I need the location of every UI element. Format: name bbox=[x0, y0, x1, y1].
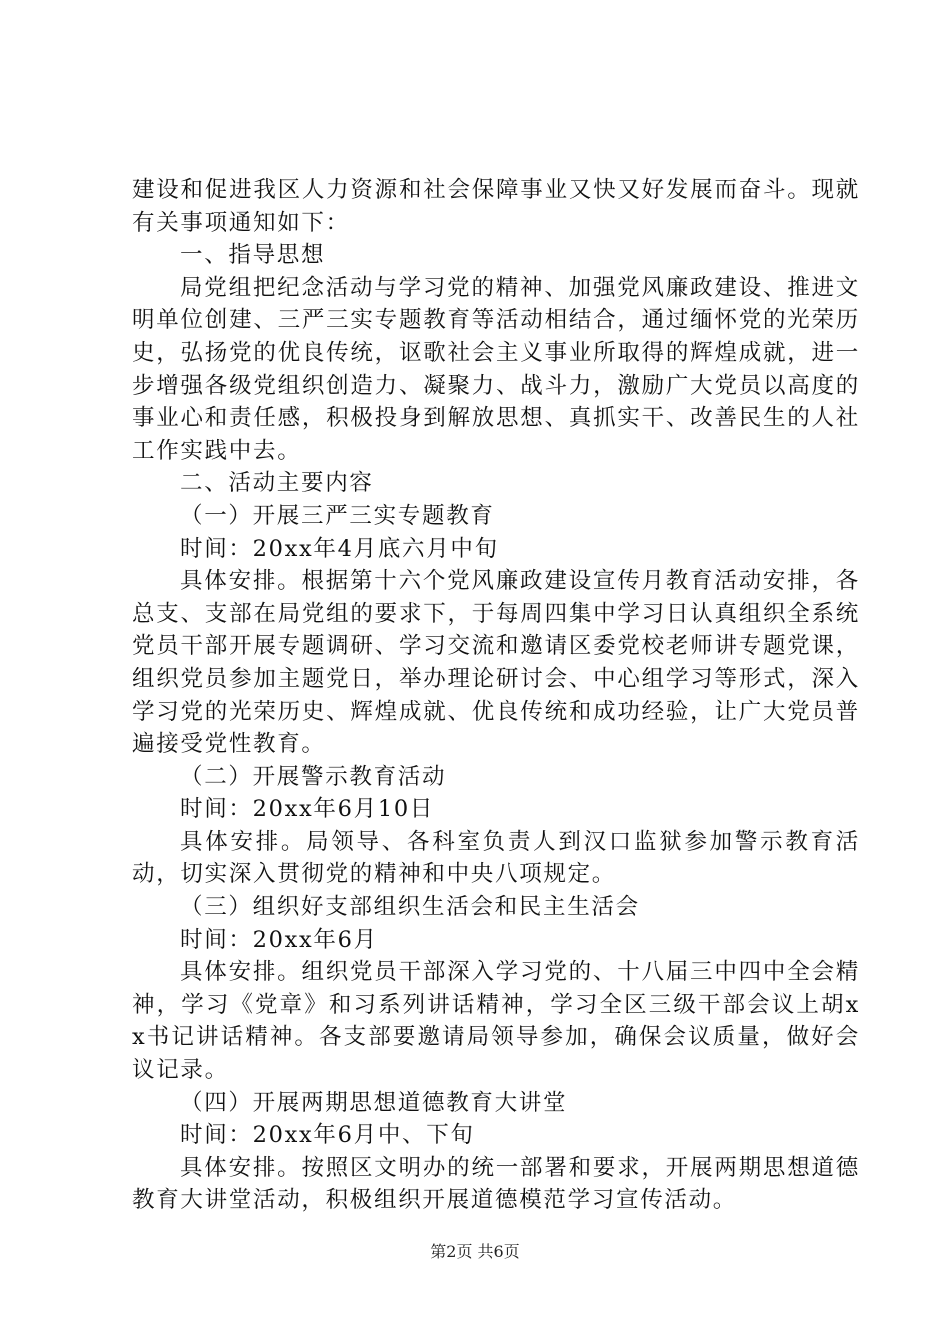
time-activity-3: 时间：20xx年6月 bbox=[180, 926, 378, 953]
time-activity-1: 时间：20xx年4月底六月中旬 bbox=[180, 535, 499, 562]
subheading-activity-4: （四）开展两期思想道德教育大讲堂 bbox=[180, 1089, 568, 1116]
time-activity-2: 时间：20xx年6月10日 bbox=[180, 796, 435, 823]
document-body bbox=[132, 174, 860, 1217]
subheading-activity-1: （一）开展三严三实专题教育 bbox=[180, 502, 495, 529]
page-number-footer: 第2页 共6页 bbox=[430, 1242, 520, 1261]
arrangement-activity-3: 具体安排。组织党员干部深入学习党的、十八届三中四中全会精神，学习《党章》和习系列讲话精神，学习全区三级干部会议上胡xx书记讲话精神。各支部要邀请局领导参加，确保会议质量，做好会议记录。 bbox=[132, 959, 860, 1084]
subheading-activity-2: （二）开展警示教育活动 bbox=[180, 763, 447, 790]
section-heading-guiding-thought: 一、指导思想 bbox=[180, 242, 326, 269]
time-activity-4: 时间：20xx年6月中、下旬 bbox=[180, 1122, 475, 1149]
arrangement-activity-1: 具体安排。根据第十六个党风廉政建设宣传月教育活动安排，各总支、支部在局党组的要求下，于每周四集中学习日认真组织全系统党员干部开展专题调研、学习交流和邀请区委党校老师讲专题党课，组织党员参加主题党日，举办理论研讨会、中心组学习等形式，深入学习党的光荣历史、辉煌成就、优良传统和成功经验，让广大党员普遍接受党性教育。 bbox=[132, 568, 860, 758]
subheading-activity-3: （三）组织好支部组织生活会和民主生活会 bbox=[180, 894, 640, 921]
paragraph-1: 建设和促进我区人力资源和社会保障事业又快又好发展而奋斗。现就有关事项通知如下： bbox=[132, 177, 860, 236]
section-heading-main-content: 二、活动主要内容 bbox=[180, 470, 374, 497]
paragraph-guiding-thought: 局党组把纪念活动与学习党的精神、加强党风廉政建设、推进文明单位创建、三严三实专题教育等活动相结合，通过缅怀党的光荣历史，弘扬党的优良传统，讴歌社会主义事业所取得的辉煌成就，进一步增强各级党组织创造力、凝聚力、战斗力，激励广大党员以高度的事业心和责任感，积极投身到解放思想、真抓实干、改善民生的人社工作实践中去。 bbox=[132, 274, 860, 464]
arrangement-activity-2: 具体安排。局领导、各科室负责人到汉口监狱参加警示教育活动，切实深入贯彻党的精神和中央八项规定。 bbox=[132, 828, 860, 888]
arrangement-activity-4: 具体安排。按照区文明办的统一部署和要求，开展两期思想道德教育大讲堂活动，积极组织开展道德模范学习宣传活动。 bbox=[132, 1154, 860, 1214]
